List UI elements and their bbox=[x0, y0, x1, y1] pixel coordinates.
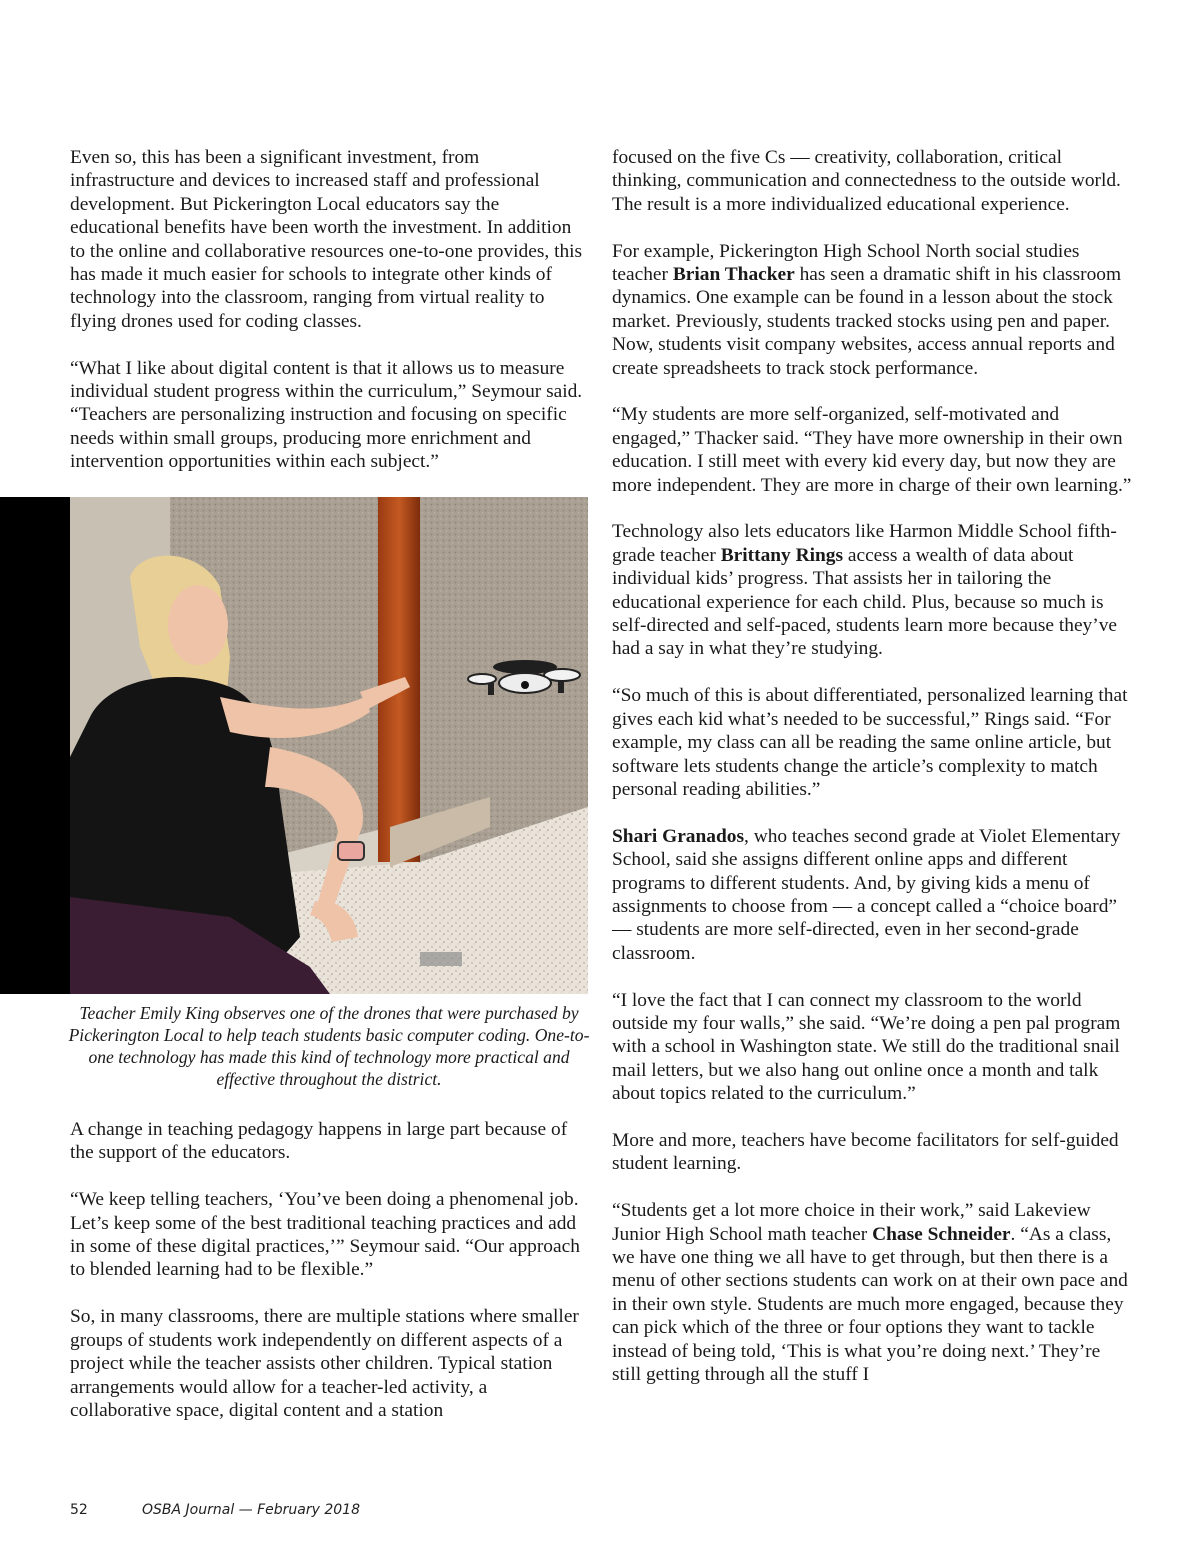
page-number: 52 bbox=[70, 1502, 88, 1518]
person-name-chase-schneider: Chase Schneider bbox=[872, 1223, 1011, 1245]
decorative-side-bar bbox=[0, 497, 70, 994]
person-name-shari-granados: Shari Granados bbox=[612, 825, 744, 847]
paragraph-text: , who teaches second grade at Violet Elementary School, said she assigns different online apps and different programs to different students. And, by giving kids a menu of assignments to choose from — a concept called a “choice board” — students are more self-directed, even in her second-grade classroom. bbox=[612, 825, 1121, 964]
right-column bbox=[612, 146, 1132, 1410]
teacher-drone-photo bbox=[70, 497, 588, 994]
article-paragraph: So, in many classrooms, there are multiple stations where smaller groups of students work independently on different aspects of a project while the teacher assists other children. Typical station arrangements would allow for a teacher-led activity, a collaborative space, digital content and a station bbox=[70, 1306, 579, 1421]
photo-caption: Teacher Emily King observes one of the drones that were purchased by Pickerington Local to help teach students basic computer coding. One-to-one technology has made this kind of technology more practical and effective throughout the district. bbox=[68, 1003, 590, 1090]
paragraph-text: access a wealth of data about individual kids’ progress. That assists her in tailoring the educational experience for each child. Plus, because so much is self-directed and self-paced, students learn more because they’ve had a say in what they’re studying. bbox=[612, 544, 1117, 660]
article-paragraph: “What I like about digital content is that it allows us to measure individual student progress within the curriculum,” Seymour said. “Teachers are personalizing instruction and focusing on specific needs within small groups, producing more enrichment and intervention opportunities within each subject.” bbox=[70, 357, 583, 473]
article-paragraph bbox=[612, 240, 1132, 380]
person-name-brittany-rings: Brittany Rings bbox=[720, 544, 844, 566]
article-paragraph: “So much of this is about differentiated, personalized learning that gives each kid what’s needed to be successful,” Rings said. “For example, my class can all be reading the same online article, but software lets students change the article’s complexity to match personal reading abilities.” bbox=[612, 685, 1128, 800]
article-paragraph: “We keep telling teachers, ‘You’ve been doing a phenomenal job. Let’s keep some of the best traditional teaching practices and add in some of these digital practices,’” Seymour said. “Our approach to blended learning had to be flexible.” bbox=[70, 1189, 580, 1281]
paragraph-text: For example, Pickerington High School North social studies teacher bbox=[612, 240, 1080, 286]
left-column bbox=[70, 146, 588, 1446]
article-paragraph: “I love the fact that I can connect my classroom to the world outside my four walls,” she said. “We’re doing a pen pal program with a school in Washington state. We still do the traditional snail mail letters, but we also hang out online once a month and talk about topics related to the curriculum.” bbox=[612, 989, 1121, 1105]
publication-line: OSBA Journal — February 2018 bbox=[142, 1502, 360, 1518]
article-paragraph: “My students are more self-organized, self-motivated and engaged,” Thacker said. “They have more ownership in their own education. I still meet with every kid every day, but now they are more independent. They are more in charge of their own learning.” bbox=[612, 404, 1132, 496]
article-paragraph bbox=[612, 1199, 1132, 1386]
page-footer bbox=[70, 1502, 360, 1518]
person-name-brian-thacker: Brian Thacker bbox=[672, 264, 795, 286]
article-paragraph: A change in teaching pedagogy happens in large part because of the support of the educators. bbox=[70, 1119, 568, 1164]
article-paragraph: More and more, teachers have become facilitators for self-guided student learning. bbox=[612, 1129, 1119, 1175]
article-paragraph bbox=[612, 520, 1132, 660]
paragraph-text: Technology also lets educators like Harmon Middle School fifth-grade teacher bbox=[612, 521, 1117, 566]
paragraph-text: . “As a class, we have one thing we all have to get through, but then there is a menu of other sections students can work on at their own pace and in their own style. Students are much more engaged, because they can pick which of the three or four options they want to tackle instead of being told, ‘This is what you’re doing next.’ They’re still getting through all the stuff I bbox=[612, 1223, 1128, 1385]
paragraph-text: has seen a dramatic shift in his classroom dynamics. One example can be found in a lesson about the stock market. Previously, students tracked stocks using pen and paper. Now, students visit company websites, access annual reports and create spreadsheets to track stock performance. bbox=[612, 264, 1122, 379]
article-paragraph: focused on the five Cs — creativity, collaboration, critical thinking, communication and connectedness to the outside world. The result is a more individualized educational experience. bbox=[612, 147, 1121, 215]
paragraph-text: “Students get a lot more choice in their work,” said Lakeview Junior High School math teacher bbox=[612, 1200, 1091, 1245]
photo-figure bbox=[70, 497, 588, 994]
article-paragraph bbox=[612, 825, 1132, 965]
article-paragraph: Even so, this has been a significant investment, from infrastructure and devices to increased staff and professional development. But Pickerington Local educators say the educational benefits have been worth the investment. In addition to the online and collaborative resources one-to-one provides, this has made it much easier for schools to integrate other kinds of technology into the classroom, ranging from virtual reality to flying drones used for coding classes. bbox=[70, 147, 583, 332]
